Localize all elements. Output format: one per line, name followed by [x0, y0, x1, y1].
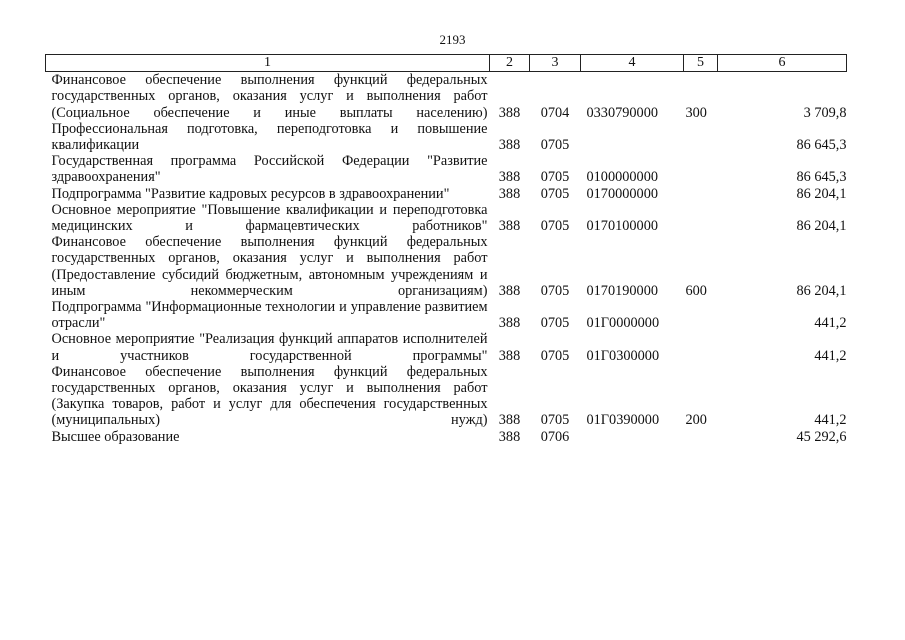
- row-expense-type: [684, 202, 718, 234]
- row-ministry-code: 388: [498, 412, 521, 429]
- row-ministry-code: 388: [498, 137, 521, 154]
- row-amount: 441,2: [814, 315, 847, 332]
- table-row: [46, 299, 847, 331]
- row-description: Финансовое обеспечение выполнения функций федеральных государственных органов, оказания услуг и выполнения работ (Социальное обеспечение и иные выплаты населению): [51, 72, 488, 121]
- row-expense-type: [684, 121, 718, 153]
- row-section-code: 0705: [540, 282, 570, 299]
- row-expense-type: [684, 331, 718, 363]
- row-section-code: 0705: [540, 169, 570, 186]
- row-ministry-code: 388: [498, 104, 521, 121]
- row-description: Подпрограмма "Информационные технологии и управление развитием отрасли": [51, 299, 488, 332]
- row-ministry-code: 388: [498, 185, 521, 202]
- row-ministry-code: 388: [498, 347, 521, 364]
- row-amount: 86 204,1: [796, 218, 847, 235]
- header-col-4: 4: [581, 55, 684, 72]
- row-section-code: 0704: [540, 104, 570, 121]
- row-section-code: 0705: [540, 315, 570, 332]
- row-ministry-code: 388: [498, 282, 521, 299]
- row-description: Подпрограмма "Развитие кадровых ресурсов в здравоохранении": [51, 185, 450, 202]
- row-amount: 45 292,6: [796, 428, 847, 445]
- row-expense-type: [684, 186, 718, 202]
- row-expense-type: 300: [685, 104, 707, 121]
- budget-table: [45, 54, 847, 445]
- row-description: Высшее образование: [51, 428, 180, 445]
- table-row: [46, 364, 847, 429]
- row-target-code: 0170190000: [586, 282, 658, 299]
- header-col-6: 6: [718, 55, 847, 72]
- row-section-code: 0705: [540, 347, 570, 364]
- row-description: Основное мероприятие "Реализация функций аппаратов исполнителей и участников государственной программы": [51, 331, 488, 364]
- row-expense-type: [684, 429, 718, 445]
- row-ministry-code: 388: [498, 169, 521, 186]
- row-expense-type: [684, 299, 718, 331]
- row-description: Основное мероприятие "Повышение квалификации и переподготовка медицинских и фармацевтических работников": [51, 201, 488, 235]
- row-target-code: [581, 121, 684, 153]
- row-ministry-code: 388: [498, 428, 521, 445]
- row-section-code: 0705: [540, 218, 570, 235]
- row-amount: 441,2: [814, 347, 847, 364]
- row-target-code: 01Г0390000: [586, 412, 660, 429]
- table-row: [46, 202, 847, 234]
- table-header-row: [46, 55, 847, 72]
- row-description: Государственная программа Российской Федерации "Развитие здравоохранения": [51, 153, 488, 186]
- row-amount: 86 645,3: [796, 169, 847, 186]
- row-section-code: 0705: [540, 185, 570, 202]
- row-expense-type: 600: [685, 282, 707, 299]
- row-amount: 86 204,1: [796, 282, 847, 299]
- table-row: [46, 121, 847, 153]
- row-amount: 3 709,8: [803, 104, 847, 121]
- row-ministry-code: 388: [498, 218, 521, 235]
- header-col-2: 2: [490, 55, 530, 72]
- table-row: [46, 153, 847, 185]
- row-amount: 441,2: [814, 412, 847, 429]
- row-target-code: 0170100000: [586, 218, 658, 235]
- table-row: [46, 429, 847, 445]
- row-description: Профессиональная подготовка, переподготовка и повышение квалификации: [51, 120, 488, 154]
- header-col-1: 1: [46, 55, 490, 72]
- row-description: Финансовое обеспечение выполнения функций федеральных государственных органов, оказания услуг и выполнения работ (Предоставление субсидий бюджетным, автономным учреждениям и иным некоммерческим организациям): [51, 234, 488, 299]
- row-amount: 86 645,3: [796, 137, 847, 154]
- table-row: [46, 331, 847, 363]
- table-row: [46, 186, 847, 202]
- page-number: 2193: [439, 32, 466, 47]
- row-expense-type: [684, 153, 718, 185]
- row-section-code: 0706: [540, 428, 570, 445]
- row-target-code: 01Г0000000: [586, 315, 660, 332]
- row-target-code: 0100000000: [586, 169, 658, 186]
- header-col-5: 5: [684, 55, 718, 72]
- header-col-3: 3: [530, 55, 581, 72]
- table-row: [46, 234, 847, 299]
- row-target-code: 01Г0300000: [586, 347, 660, 364]
- row-target-code: [581, 429, 684, 445]
- row-amount: 86 204,1: [796, 185, 847, 202]
- row-target-code: 0330790000: [586, 104, 658, 121]
- row-section-code: 0705: [540, 137, 570, 154]
- row-ministry-code: 388: [498, 315, 521, 332]
- row-expense-type: 200: [685, 412, 707, 429]
- row-target-code: 0170000000: [586, 185, 658, 202]
- table-row: [46, 72, 847, 121]
- row-description: Финансовое обеспечение выполнения функций федеральных государственных органов, оказания услуг и выполнения работ (Закупка товаров, работ и услуг для обеспечения государственных (муниципальных) нужд): [51, 363, 488, 429]
- row-section-code: 0705: [540, 412, 570, 429]
